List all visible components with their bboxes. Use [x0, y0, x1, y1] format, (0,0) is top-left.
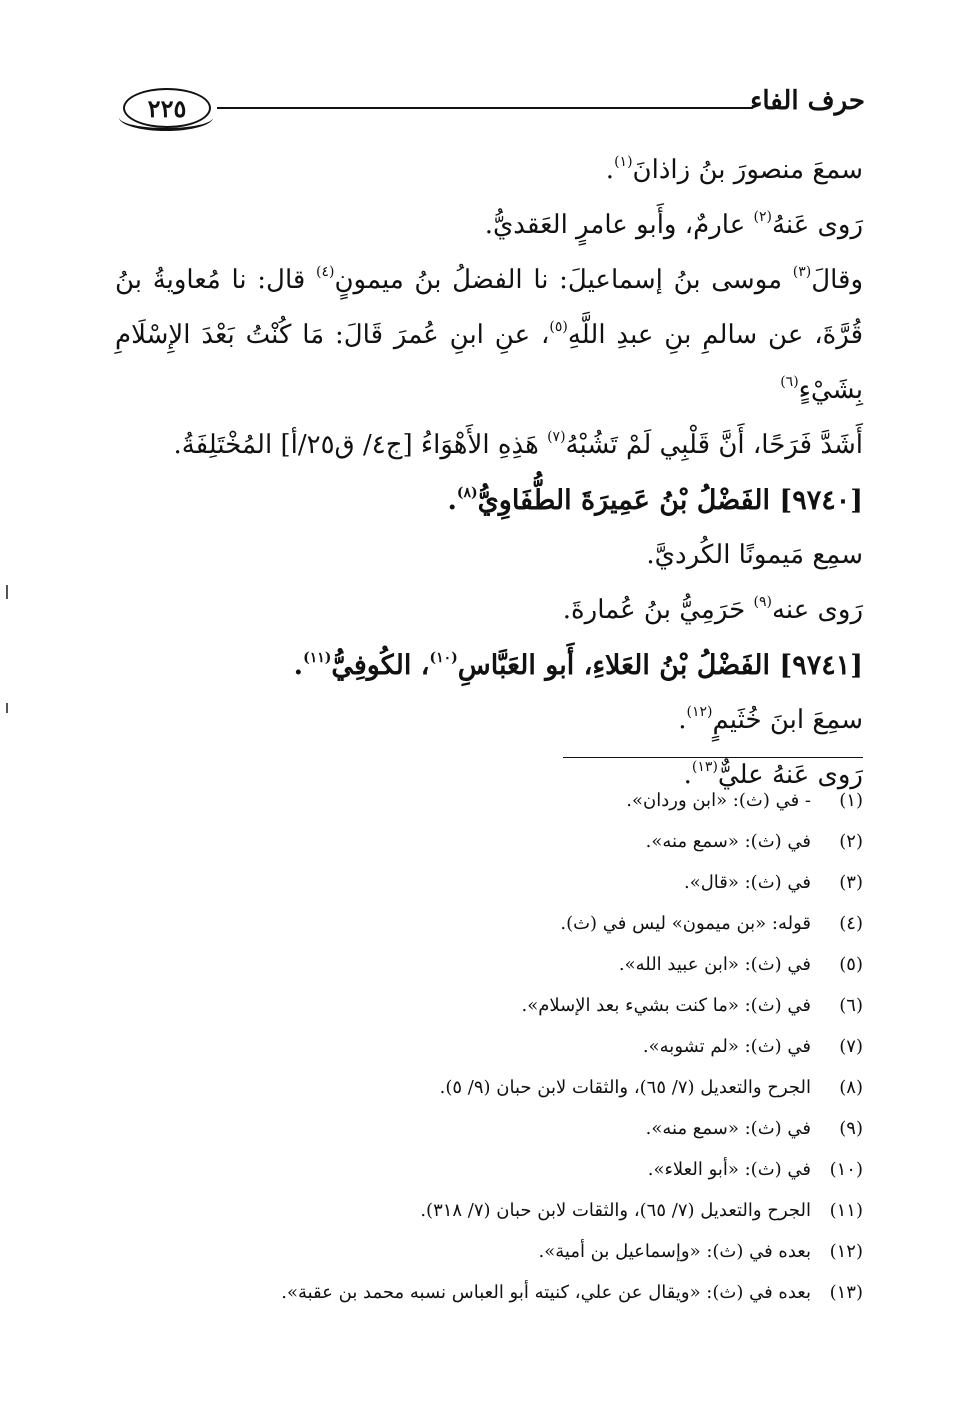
text-line: رَوى عَنهُ$^{(٢)}$ عارمٌ، وأَبو عامرٍ العَقديُّ. [484, 209, 863, 240]
footnote-ref[interactable]: (٨) [456, 485, 478, 501]
entry-name: الفَضْلُ بْنُ عَمِيرَةَ الطُّفَاوِيُّ [477, 485, 780, 516]
page-number: ٢٢٥ [123, 88, 211, 128]
main-text [115, 143, 863, 803]
footnote-8: (٨)الجرح والتعديل (٧/ ٦٥)، والثقات لابن حبان (٩/ ٥). [439, 1077, 863, 1098]
footnote-ref[interactable]: (٣) [792, 264, 812, 280]
footnote-ref[interactable]: (٧) [547, 429, 566, 445]
footnote-3: (٣)في (ث): «قال». [683, 872, 863, 893]
text-line: سمِع مَيمونًا الكُرديَّ. [646, 540, 863, 570]
footnote-ref[interactable]: (٩) [753, 594, 772, 610]
chapter-title: حرف الفاء [750, 86, 865, 116]
scan-mark [6, 585, 8, 599]
text-line: سمِعَ ابنَ خُثَيمٍ$^{(١٢)}$. [678, 704, 863, 735]
footnote-ref[interactable]: (٤) [315, 264, 335, 280]
footnote-ref[interactable]: (١٢) [686, 704, 713, 720]
text-line: قُرَّةَ، عن سالمِ بنِ عبدِ اللَّهِ$^{(٥)}$، عنِ ابنِ عُمرَ قَالَ: مَا كُنْتُ بَعْدَ الإِسْلَامِ بِشَيْءٍ$^{(٦)}$ [115, 319, 864, 405]
footnote-ref[interactable]: (١١) [303, 650, 332, 666]
entry-heading-9741: [٩٧٤١] الفَضْلُ بْنُ العَلاءِ، أَبو العَبَّاسِ$^{(١٠)}$، الكُوفِيُّ$^{(١١)}$. [293, 650, 863, 681]
footnote-4: (٤)قوله: «بن ميمون» ليس في (ث). [560, 913, 863, 934]
text-line: رَوى عَنهُ عليٌّ$^{(١٣)}$. [683, 759, 863, 790]
footnote-7: (٧)في (ث): «لم تشوبه». [642, 1036, 863, 1057]
footnote-1: (١)- في (ث): «ابن وردان». [626, 790, 863, 811]
footnote-ref[interactable]: (١٠) [429, 650, 458, 666]
text-line: سمعَ منصورَ بنُ زاذانَ$^{(١)}$. [605, 154, 863, 185]
footnote-ref[interactable]: (١) [614, 154, 633, 170]
footnote-ref[interactable]: (٥) [549, 319, 568, 335]
footnote-6: (٦)في (ث): «ما كنت بشيء بعد الإسلام». [521, 995, 863, 1016]
entry-heading-9740: [٩٧٤٠] الفَضْلُ بْنُ عَمِيرَةَ الطُّفَاوِيُّ$^{(٨)}$. [447, 485, 863, 516]
page-header [105, 86, 865, 130]
scan-mark [6, 703, 8, 713]
entry-number: [٩٧٤٠] [779, 485, 863, 516]
footnotes [115, 780, 863, 1313]
footnote-10: (١٠)في (ث): «أبو العلاء». [647, 1159, 863, 1180]
footnote-12: (١٢)بعده في (ث): «وإسماعيل بن أمية». [538, 1241, 863, 1262]
footnote-11: (١١)الجرح والتعديل (٧/ ٦٥)، والثقات لابن حبان (٧/ ٣١٨). [420, 1200, 863, 1221]
entry-number: [٩٧٤١] [779, 650, 863, 681]
footnote-9: (٩)في (ث): «سمع منه». [645, 1118, 863, 1139]
footnote-separator [563, 757, 863, 758]
entry-name: الفَضْلُ بْنُ العَلاءِ، أَبو العَبَّاسِ [457, 650, 780, 681]
footnote-2: (٢)في (ث): «سمع منه». [645, 831, 863, 852]
header-rule [217, 107, 753, 109]
footnote-ref[interactable]: (١٣) [691, 759, 718, 775]
text-line: أَشَدَّ فَرَحًا، أَنَّ قَلْبِي لَمْ تَشُبْهُ$^{(٧)}$ هَذِهِ الأَهْوَاءُ [ج٤/ ق٢٥/أ] المُخْتَلِفَةُ. [173, 429, 863, 460]
text-line: وقالَ$^{(٣)}$ موسى بنُ إسماعيلَ: نا الفضلُ بنُ ميمونٍ$^{(٤)}$ قال: نا مُعاويةُ بنُ [115, 264, 863, 295]
footnote-13: (١٣)بعده في (ث): «ويقال عن علي، كنيته أبو العباس نسبه محمد بن عقبة». [281, 1282, 863, 1303]
footnote-5: (٥)في (ث): «ابن عبيد الله». [618, 954, 863, 975]
text-line: رَوى عنه$^{(٩)}$ حَرَمِيُّ بنُ عُمارةَ. [562, 594, 863, 625]
footnote-ref[interactable]: (٢) [753, 209, 772, 225]
footnote-ref[interactable]: (٦) [780, 374, 799, 390]
